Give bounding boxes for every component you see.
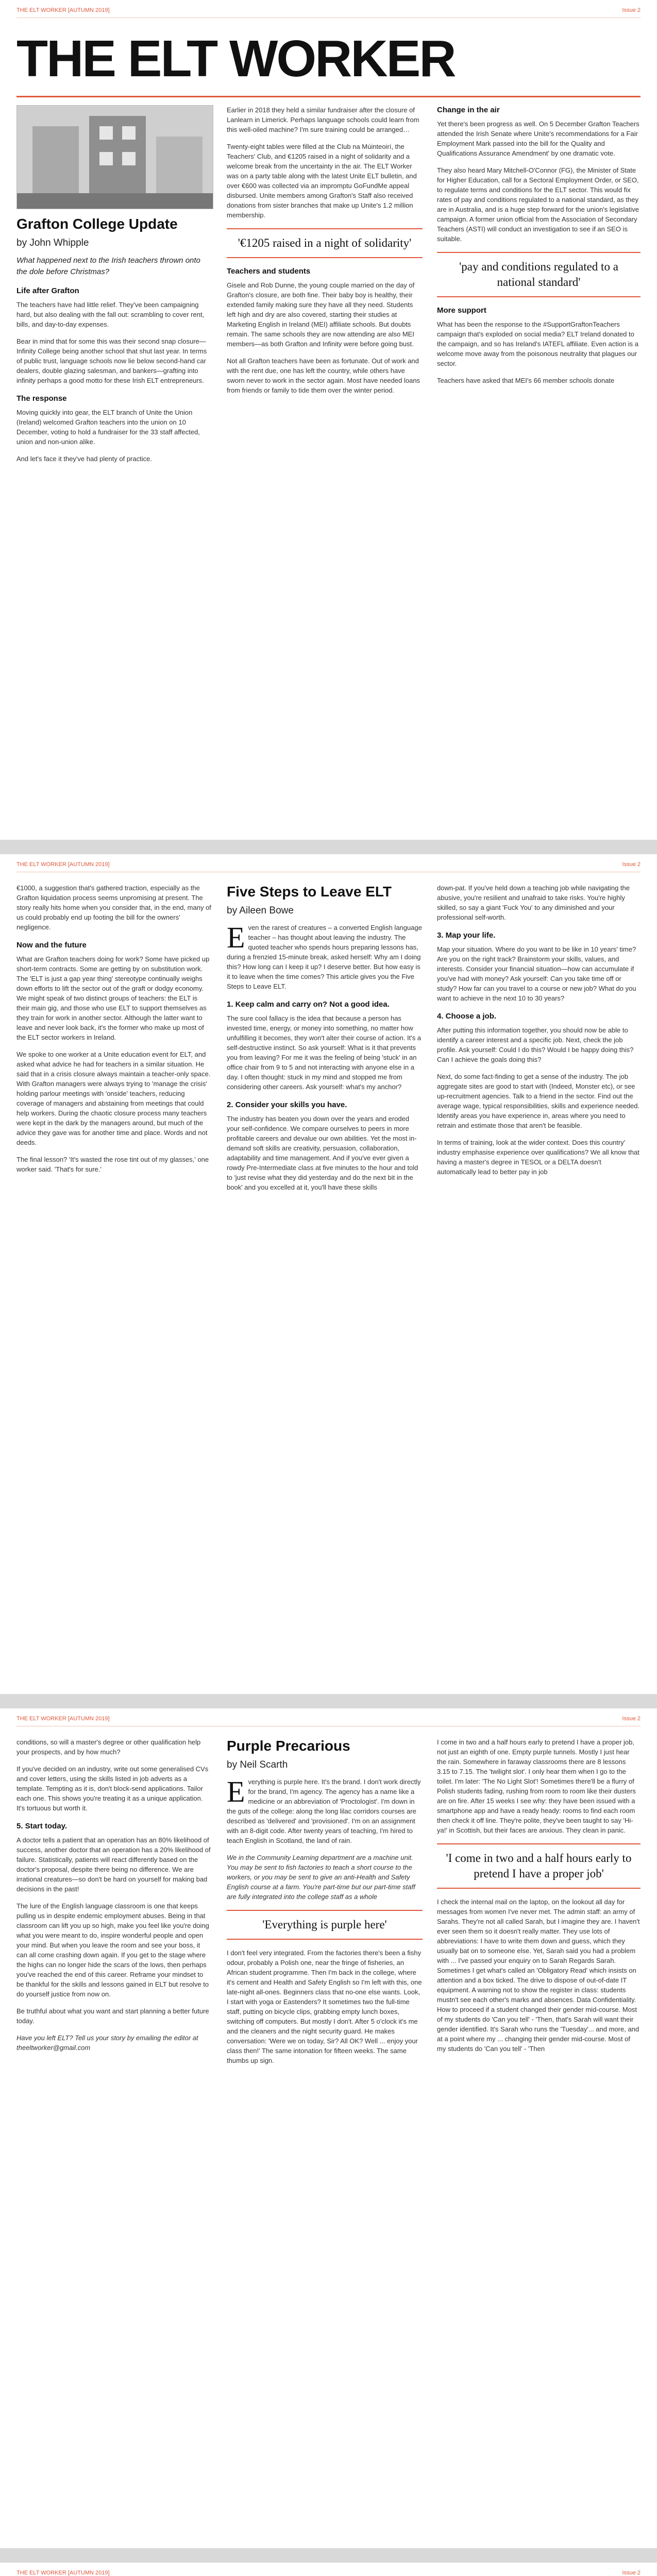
paragraph: What are Grafton teachers doing for work? Some have picked up short-term contracts. Some are getting by on substitution work. The 'ELT is just a gap year thing' stereotype continually weighs down efforts to lift the sector out of the graft or dodgy economy. We might speak of two distinct groups of teachers: the ELT is their main gig, and those who use ELT to support themselves as they train for work in another sector. Although the latter want to leave and never look back, it's the former who make up most of the ELT sector workers in Ireland.	[16, 955, 210, 1041]
article-grafton-col3	[437, 105, 641, 393]
article-grafton-col1	[16, 105, 212, 471]
paragraph: Teachers have asked that MEI's 66 member schools donate	[437, 377, 615, 384]
paragraph: The sure cool fallacy is the idea that because a person has invested time, energy, or money into something, no matter how unfulfilling it becomes, they won't alter their course of action. It's a self-destructive instinct. So ask yourself: What is it that prevents you from leaving? For me it was the feeling of being 'stuck' in an office chair from 9 to 5 and not interacting with anyone else in a day. I often thought: stuck in my mind and stopped me from considering other careers. Ask yourself: what's my anchor?	[227, 1014, 422, 1091]
paragraph: The industry has beaten you down over the years and eroded your self-confidence. We compare ourselves to peers in more profitable careers and devalue our own abilities. Yet the most in-demand soft skills are creativity, persuasion, collaboration, adaptability and time management. And if you've ever given a rowdy Pre-Intermediate class at five minutes to the hour and told to 'just revise what they did yesterday and do the next bit in the book' and you excelled at it, you'll have these skills	[227, 1115, 418, 1191]
paragraph: Map your situation. Where do you want to be like in 10 years' time? Are you on the right track? Brainstorm your skills, values, and interests. Consider your financial situation—how can accumulate if you've had with money? Ask yourself: Can you take time off or study? How far can you travel to a course or new job? What do you want to achieve in the next 10 to 30 years?	[437, 945, 636, 1002]
section-heading: 3. Map your life.	[437, 931, 496, 940]
paragraph: Bear in mind that for some this was their second snap closure—Infinity College being another school that shut last year. In terms of public trust, language schools now lie below second-hand car dealers, double glazing salesman, and bankers—grafting into infinity perhaps a good motto for these Irish ELT entrepreneurs.	[16, 337, 207, 384]
section-heading: The response	[16, 394, 67, 403]
paragraph	[227, 1777, 423, 1845]
pull-quote: 'pay and conditions regulated to a national standard'	[437, 252, 641, 297]
running-header-title: THE ELT WORKER [AUTUMN 2019]	[16, 7, 110, 13]
pull-quote: '€1205 raised in a night of solidarity'	[227, 228, 423, 258]
paragraph: The final lesson? 'It's wasted the rose tint out of my glasses,' one worker said. 'That's for sure.'	[16, 1156, 209, 1173]
paragraph: After putting this information together, you should now be able to identify a career interest and a specific job. Next, check the job profile. Ask yourself: Could I do this? Would I be happy doing this? Can I achieve the goals doing this?	[437, 1026, 634, 1063]
section-heading: More support	[437, 306, 486, 315]
paragraph: Moving quickly into gear, the ELT branch of Unite the Union (Ireland) welcomed Grafton teachers into the union on 10 December, voting to hold a fundraiser for the 33 staff affected, union and non-union alike.	[16, 409, 200, 446]
paragraph: I come in two and a half hours early to pretend I have a proper job, not just an eighth of one. Empty purple tunnels. Mostly I just hear the rain. Somewhere in faraway classrooms there are 8 lessons 3.15 to 7.15. The 'twilight slot'. I only hear them when I go to the toilet. I'm later: 'The No Light Slot'! Sometimes there'll be a flurry of Polish students fading, rushing from room to room like their dusters are on fire. After 15 weeks I see why: they have been issued with a smartphone app and have a ready heady: rooms to find each room then check it off line. They're polite, they've been taught to say 'Hi-ya!' in Scottish, but their faces are anxious. They clean in panic.	[437, 1738, 636, 1834]
running-header-issue: Issue 2	[622, 2570, 641, 2576]
section-heading: 5. Start today.	[16, 1822, 68, 1831]
section-heading: 4. Choose a job.	[437, 1012, 497, 1021]
paragraph-italic: We in the Community Learning department are a machine unit. You may be sent to fish factories to teach a short course to the workers, or you may be sent to give an anti-Health and Safety English course at a farm. You're part-time but our part-time staff are fully integrated into the college staff as a whole	[227, 1854, 415, 1901]
page-1	[0, 0, 657, 840]
running-header	[16, 7, 641, 18]
paragraph: Yet there's been progress as well. On 5 December Grafton Teachers attended the Irish Senate where Unite's recommendations for a Fair Employment Mark passed into the bill for the Quality and Qualifications Assurance Amendment' by one dramatic vote.	[437, 120, 639, 157]
article-purple-col2	[437, 1737, 641, 2061]
article-headline: Grafton College Update	[16, 216, 178, 232]
running-header	[16, 2570, 641, 2576]
paragraph: €1000, a suggestion that's gathered traction, especially as the Grafton liquidation process seems unpromising at present. The story really hits home when you consider that, in the end, many of us could probably end up footing the bill for the owners' negligence.	[16, 884, 211, 931]
article-grafton-col2	[227, 105, 423, 402]
paragraph: I check the internal mail on the laptop, on the lookout all day for messages from women I've never met. The admin staff: an army of Sarahs. They're not all called Sarah, but I imagine they are. I haven't ever seen them so it doesn't really matter. They use lots of abbreviations: I have to write them down and guess, which they usually bat on to someone else. Yet, Sarah said you had a problem with ... I've passed your enquiry on to Sarah Regards Sarah. Sometimes I get what's called an 'Obligatory Read' which insists on attention and a box ticked. The drive to dispose of out-of-date IT equipment. A warning not to show the register in class: students mustn't see each other's marks and absences. Data Confidentiality. How to proceed if a student changed their gender mid-course. Most of my students do 'Can you tell' - 'Then, that's Sarah will want their gender identified. It's Sarah who runs the 'Tuesday'... and more, and at a point where my ... changing their gender mid-course. Most of my students do 'Can you tell' - 'Then	[437, 1898, 640, 2053]
running-header-title: THE ELT WORKER [AUTUMN 2019]	[16, 861, 110, 868]
editor-note: Have you left ELT? Tell us your story by emailing the editor at theeltworker@gmail.com	[16, 2034, 198, 2052]
masthead-rule	[16, 96, 641, 97]
article-standfirst: What happened next to the Irish teachers thrown onto the dole before Christmas?	[16, 256, 200, 276]
running-header-title: THE ELT WORKER [AUTUMN 2019]	[16, 1716, 110, 1722]
paragraph: And let's face it they've had plenty of practice.	[16, 455, 152, 463]
article-byline: by John Whipple	[16, 238, 89, 248]
page-2	[0, 854, 657, 1694]
paragraph: Not all Grafton teachers have been as fortunate. Out of work and with the rent due, one has left the country, while others have sworn never to work in the sector again. Most have needed loans from friends or family to tide them over the winter period.	[227, 357, 420, 394]
paragraph: The teachers have had little relief. They've been campaigning hard, but also dealing with the fall out: scrambling to cover rent, bills, and day-to-day expenses.	[16, 301, 205, 328]
article-grafton-continued	[16, 883, 212, 1181]
paragraph-text: verything is purple here. It's the brand. I don't work directly for the brand, I'm agency. The agency has a name like a medicine or an abbreviation of 'Proctologist'. I'm down in the guts of the college: along the long lilac corridors courses are described as 'delivered' and 'provisioned'. I'm on an assignment with an 8-digit code. After twenty years of teaching, I'm hired to teach English in Scotland, the land of rain.	[227, 1778, 421, 1844]
drop-cap: E	[227, 1775, 245, 1808]
paragraph: Twenty-eight tables were filled at the Club na Múinteoirí, the Teachers' Club, and €1205 raised in a night of solidarity and a welcome break from the uncertainty in the air. The ELT Worker was on a party table along with the latest Unite ELT bulletin, and over €600 was collected via an impromptu GoFundMe appeal disbursed. Unite members among Grafton's Staff also received donations from sister branches that make up Unite's 1.2 million membership.	[227, 143, 417, 219]
drop-cap: E	[227, 921, 245, 954]
article-headline: Five Steps to Leave ELT	[227, 884, 392, 900]
article-headline: Purple Precarious	[227, 1738, 350, 1754]
article-five-steps-col3	[16, 1737, 212, 2060]
pull-quote: 'Everything is purple here'	[227, 1910, 423, 1940]
paragraph-text: ven the rarest of creatures – a converted English language teacher – has thought about leaving the industry. The quoted teacher who spends hours preparing lessons has, during a frenzied 15-minute break, asked herself: Why am I doing this? How long can I keep it up? I deserve better. But how easy is it to leave when the time comes? This article gives you the Five Steps to Leave ELT.	[227, 924, 422, 990]
running-header-issue: Issue 2	[622, 1716, 641, 1722]
grafton-photo	[16, 105, 213, 209]
running-header	[16, 861, 641, 872]
paragraph: Gisele and Rob Dunne, the young couple married on the day of Grafton's closure, are both fine. Their baby boy is healthy, their extended family making sure they have all they need. Students left high and dry are also covered, starting their studies at Marketing English in Ireland (MEI) affiliate schools. But doubts remain. The same schools they are now attending are also MEI members—as both Grafton and Infinity were before going bust.	[227, 281, 415, 348]
page-4	[0, 2563, 657, 2576]
section-heading: Now and the future	[16, 941, 87, 950]
paragraph: Earlier in 2018 they held a similar fundraiser after the closure of Lanlearn in Limerick. Perhaps language schools could learn from this well-oiled machine? I'm sure training could be arranged…	[227, 106, 419, 133]
masthead: THE ELT WORKER	[16, 30, 455, 88]
paragraph	[227, 923, 423, 991]
section-heading: Life after Grafton	[16, 286, 79, 295]
section-heading: Change in the air	[437, 106, 500, 114]
paragraph: The lure of the English language classroom is one that keeps pulling us in despite endemic employment abuses. Being in that classroom can lift you up so high, make you feel like you're doing what you were meant to do, inspire wonderful people and open your mind. But when you leave the room and see your boss, it can all come crashing down again. If you get to the stage where the highs can no longer hide the scars of the lows, then perhaps you've reached the end of this career. Reframe your mindset to be thankful for the skills and lessons gained in ELT but resolve to do yourself justice from now on.	[16, 1902, 209, 1998]
page-3	[0, 1708, 657, 2548]
running-header-issue: Issue 2	[622, 7, 641, 13]
paragraph: They also heard Mary Mitchell-O'Connor (FG), the Minister of State for Higher Education, call for a Sectoral Employment Order, or SEO, to regulate terms and conditions for the ELT sector. This would fix rates of pay and conditions regulated to a national standard, as they are in Australia, and is a huge step forward for the union's legislative campaign. A former union official from the Association of Secondary Teachers (ASTI) will conduct an investigation to see if an SEO is suitable.	[437, 166, 639, 243]
running-header-title: THE ELT WORKER [AUTUMN 2019]	[16, 2570, 110, 2576]
paragraph: conditions, so will a master's degree or other qualification help your prospects, and by how much?	[16, 1738, 201, 1756]
paragraph: Next, do some fact-finding to get a sense of the industry. The job aggregate sites are good to start with (Indeed, Monster etc), or see up-recruitment agencies. Talk to a friend in the sector. Find out the average wage, typical responsibilities, skills and experience needed. Identify areas you have experience in, areas where you need to retrain and estimate those that aren't be feasible.	[437, 1073, 640, 1129]
section-heading: 2. Consider your skills you have.	[227, 1100, 347, 1109]
section-heading: 1. Keep calm and carry on? Not a good idea.	[227, 1000, 390, 1009]
running-header	[16, 1716, 641, 1726]
section-heading: Teachers and students	[227, 267, 311, 276]
article-five-steps-col1	[227, 883, 423, 1199]
paragraph: What has been the response to the #SupportGraftonTeachers campaign that's exploded on social media? ELT Ireland donated to the campaign, and so has Ireland's IATEFL affiliate. Even action is a welcome move away from the poisonous neutrality that plagues our sector.	[437, 320, 639, 367]
pull-quote: 'I come in two and a half hours early to pretend I have a proper job'	[437, 1843, 641, 1889]
paragraph: I don't feel very integrated. From the factories there's been a fishy odour, probably a Polish one, near the fringe of fisheries, an African student programme. Then I'm back in the college, where it's cement and Health and Safety English so I'm left with this, one late-night all-ones. Beginners class that no-one else wants. Look, I start with yoga or Eastenders? It sometimes two the full-time staff, putting on bicycle clips, grabbing empty lunch boxes, switching off computers. But mostly I don't. After 5 o'clock it's me and the cleaners and the night security guard. He makes conversation: 'Were we on today, Sir? All OK? Well ... enjoy your class then!' The same intonation for fifteen weeks. The same thumbs up sign.	[227, 1949, 422, 2064]
paragraph: If you've decided on an industry, write out some generalised CVs and cover letters, using the skills listed in job adverts as a template. Tempting as it is, don't block-send applications. Tailor each one. This shows you're treating it as a unique application. It's tortuous but worth it.	[16, 1765, 209, 1812]
article-byline: by Neil Scarth	[227, 1759, 288, 1770]
paragraph: We spoke to one worker at a Unite education event for ELT, and asked what advice he had for teachers in a similar situation. He said that in a crisis closure always maintain a teacher-only space. With Grafton managers were always trying to 'manage the crisis' holding parlour meetings with 'onside' teachers, reducing coverage of managers and abstaining from meetings that could help workers. During the chaotic closure process many teachers were kept in the dark by the managers around, but much of the advice they gave was for another time and place. Words and not deeds.	[16, 1050, 211, 1146]
paragraph: In terms of training, look at the wider context. Does this country' industry emphasise experience over qualifications? We all know that having a master's degree in TESOL or a DELTA doesn't automatically lead to better pay in job	[437, 1139, 639, 1176]
article-byline: by Aileen Bowe	[227, 905, 294, 916]
article-five-steps-col2	[437, 883, 641, 1184]
paragraph: A doctor tells a patient that an operation has an 80% likelihood of success, another doctor that an operation has a 20% likelihood of failure. Statistically, patients will react differently based on the doctor's proposal, despite there being no difference. We are irrational creatures—so don't be hard on yourself for making bad decisions in the past!	[16, 1836, 211, 1893]
running-header-issue: Issue 2	[622, 861, 641, 868]
paragraph: down-pat. If you've held down a teaching job while navigating the abusive, you're resilient and unafraid to take risks. You're highly skilled, so say a giant 'Fuck You' to any diminished and your professional self-worth.	[437, 884, 630, 921]
paragraph: Be truthful about what you want and start planning a better future today.	[16, 2007, 209, 2025]
article-purple-col1	[227, 1737, 423, 2073]
